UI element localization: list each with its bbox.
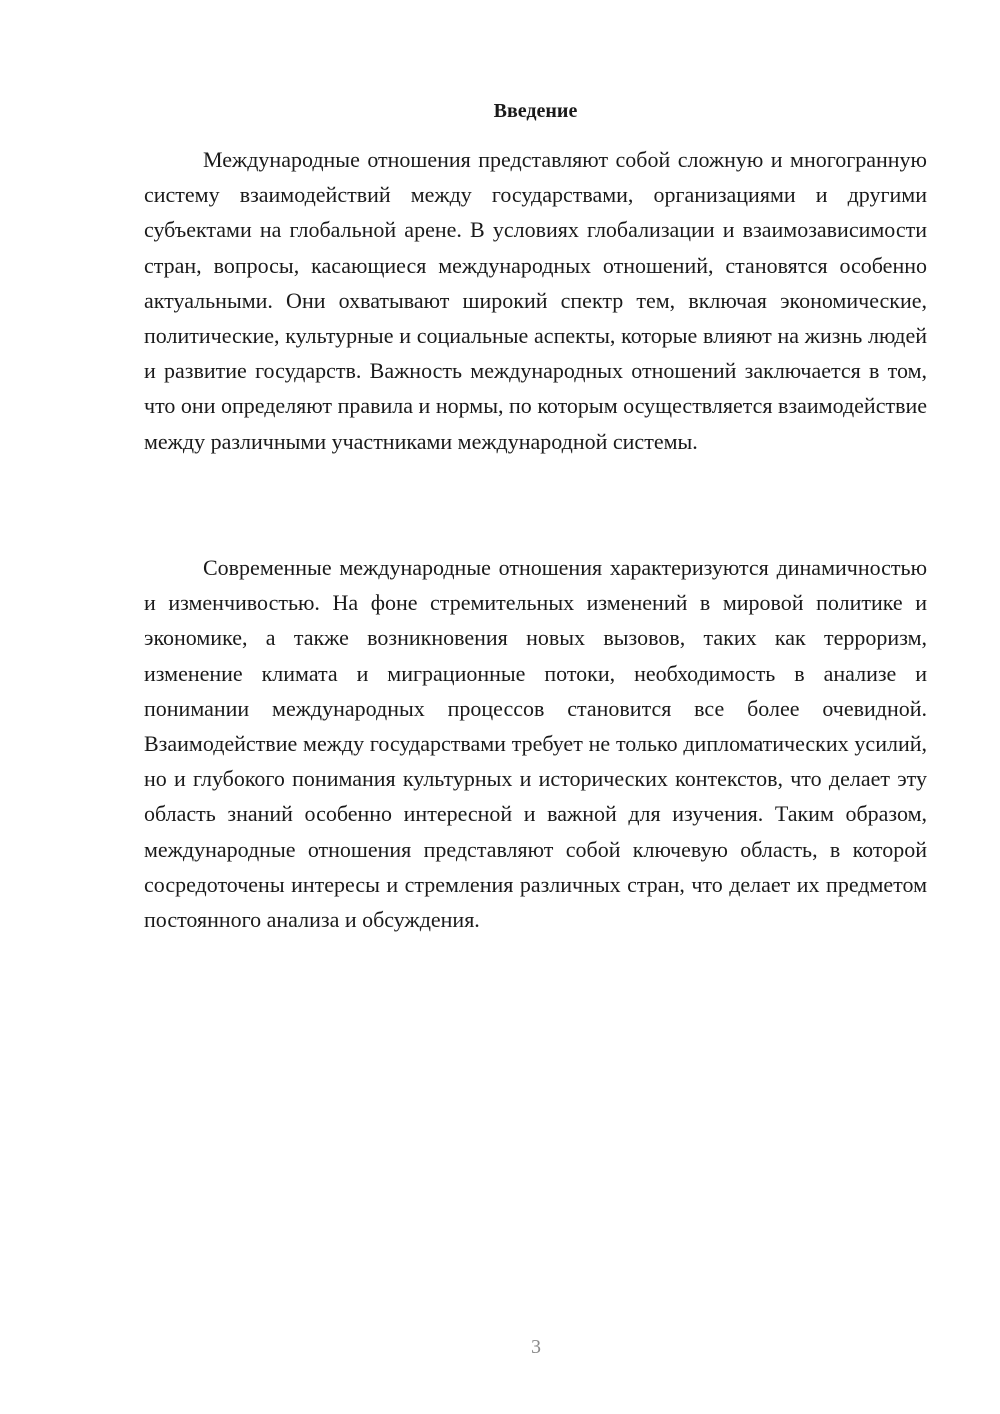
paragraph-intro: Международные отношения представляют собой сложную и многогранную систему взаимодействий между государствами, организациями и другими субъектами на глобальной арене. В условиях глобализации и взаимозависимости стран, вопросы, касающиеся международных отношений, становятся особенно актуальными. Они охватывают широкий спектр тем, включая экономические, политические, культурные и социальные аспекты, которые влияют на жизнь людей и развитие государств. Важность международных отношений заключается в том, что они определяют правила и нормы, по которым осуществляется взаимодействие между различными участниками международной системы. <box>144 147 927 454</box>
section-heading: Введение <box>493 100 578 122</box>
paragraph-modern-relations: Современные международные отношения характеризуются динамичностью и изменчивостью. На фоне стремительных изменений в мировой политике и экономике, а также возникновения новых вызовов, таких как терроризм, изменение климата и миграционные потоки, необходимость в анализе и понимании международных процессов становится все более очевидной. Взаимодействие между государствами требует не только дипломатических усилий, но и глубокого понимания культурных и исторических контекстов, что делает эту область знаний особенно интересной и важной для изучения. Таким образом, международные отношения представляют собой ключевую область, в которой сосредоточены интересы и стремления различных стран, что делает их предметом постоянного анализа и обсуждения. <box>144 555 927 933</box>
page-number: 3 <box>531 1336 541 1358</box>
